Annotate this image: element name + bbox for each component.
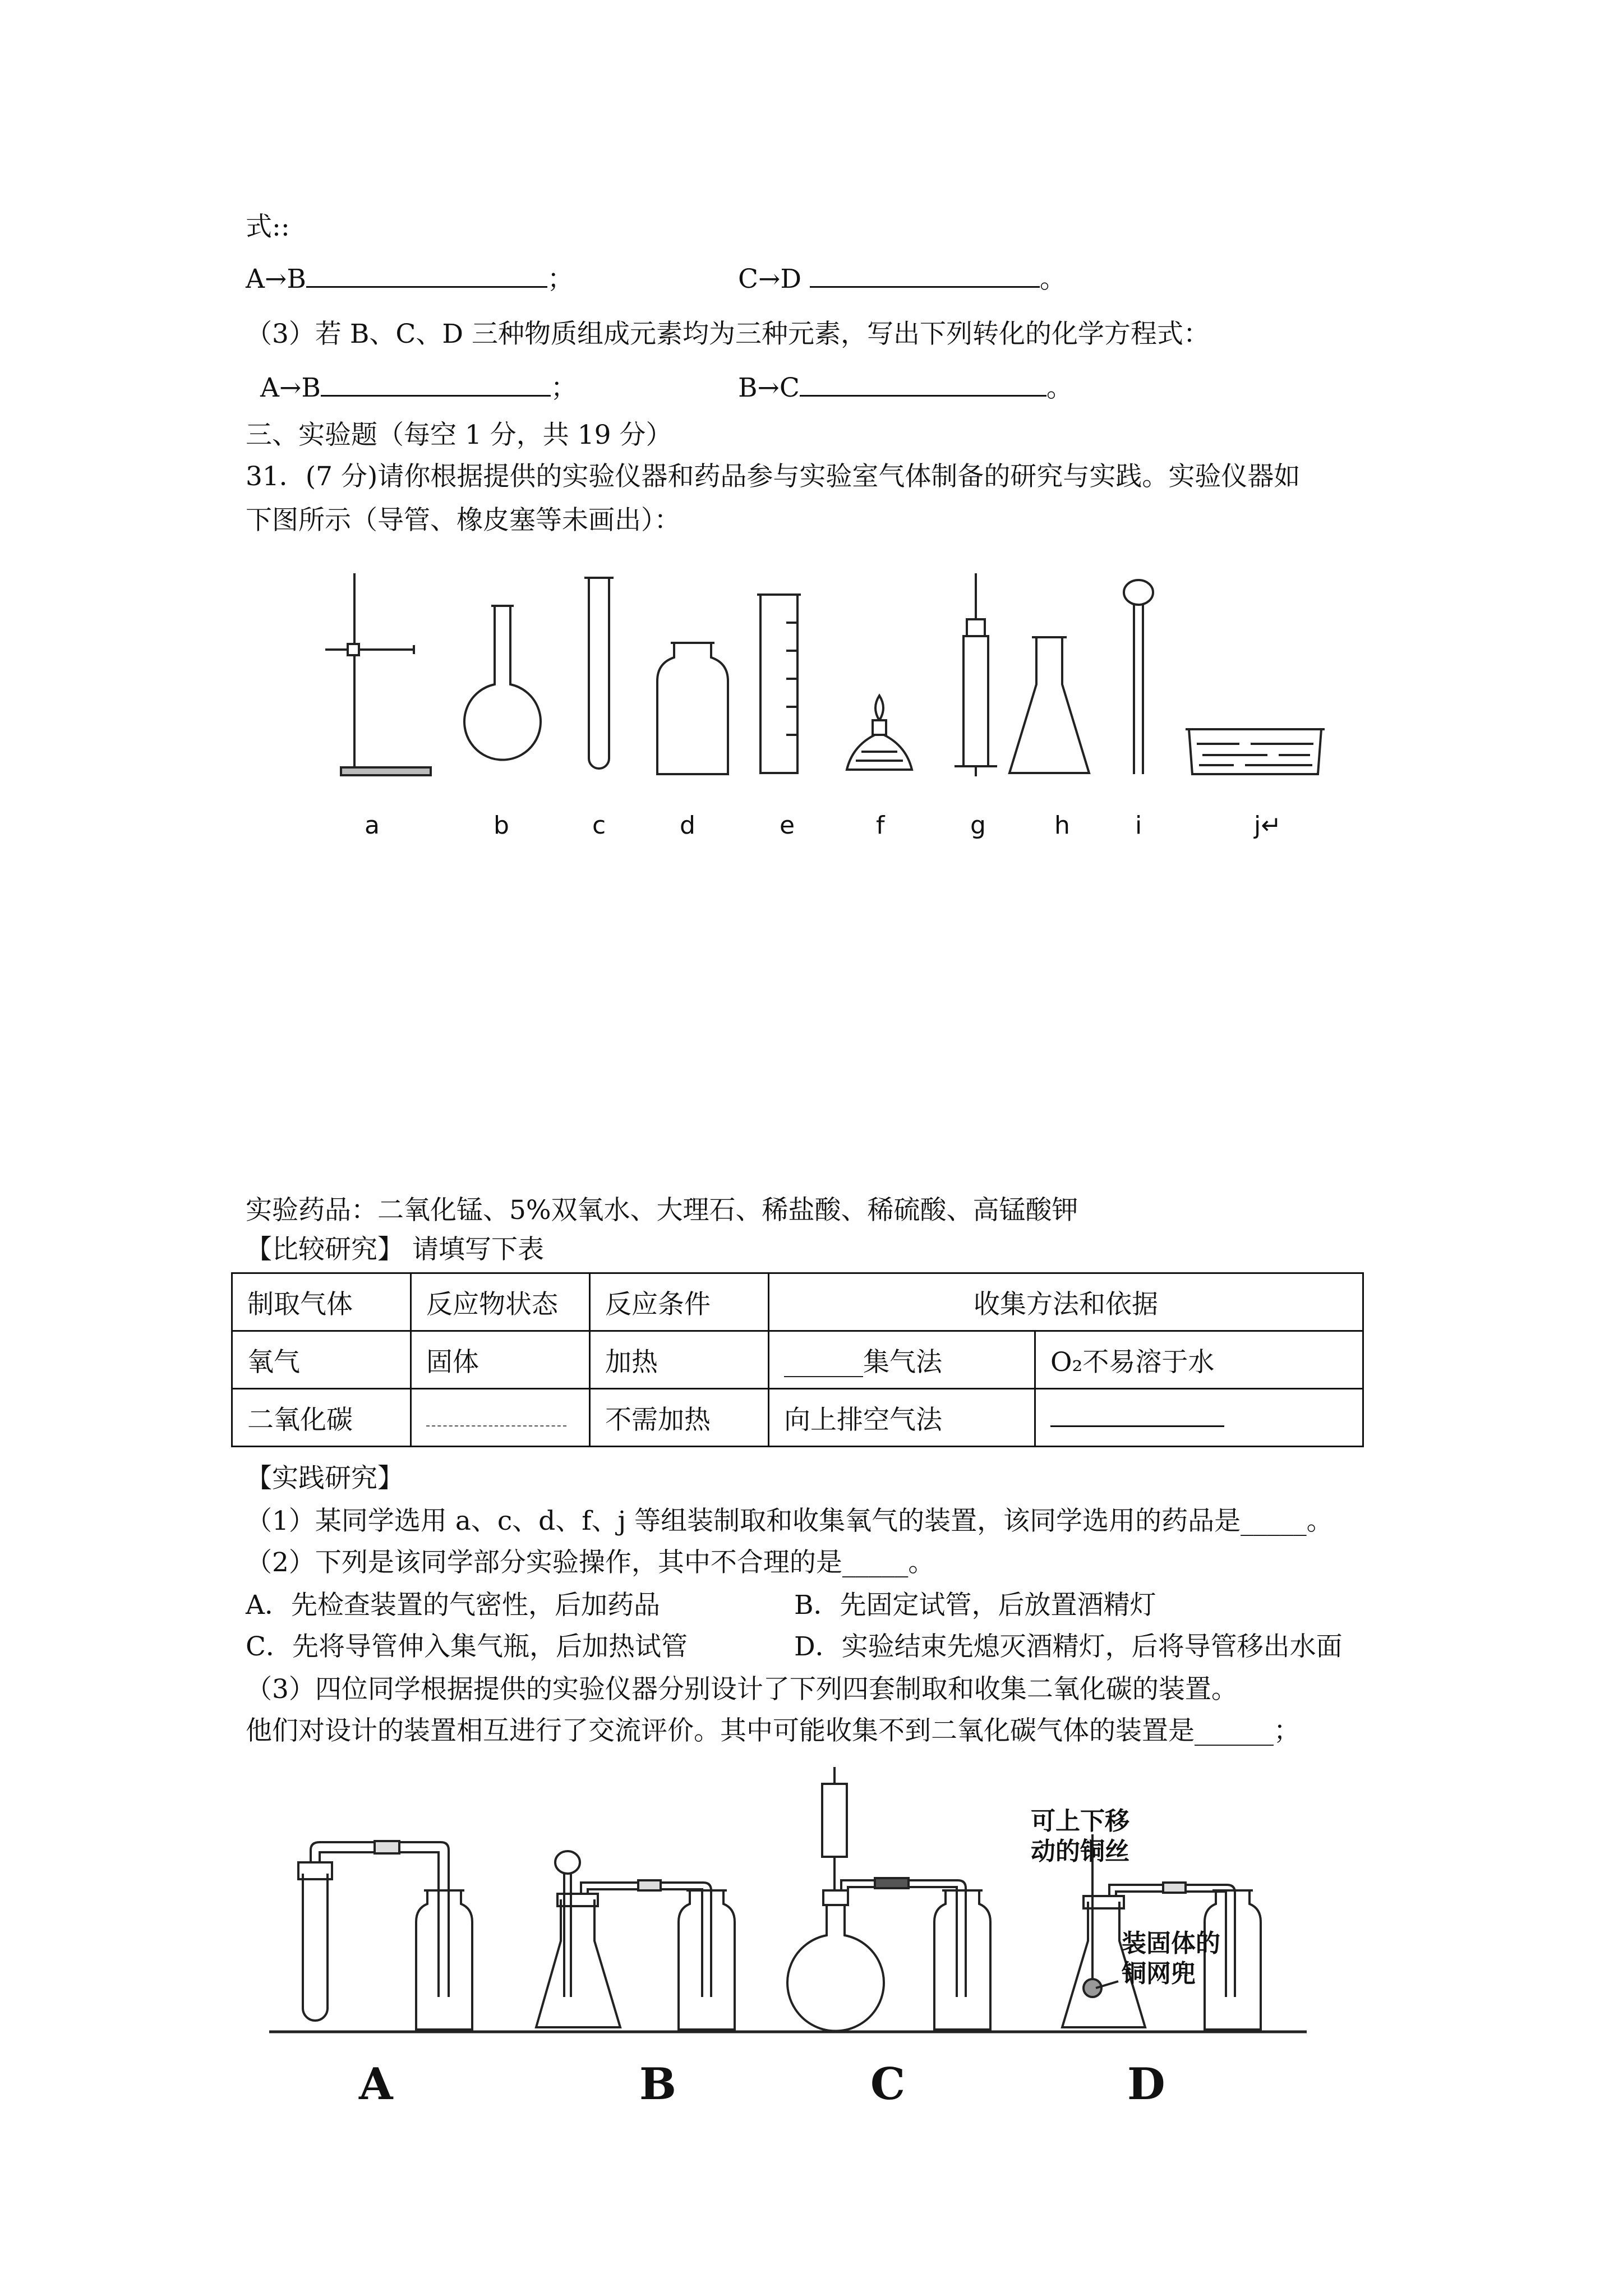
- setup-label-b: B: [639, 2059, 676, 2110]
- graduated-cylinder-icon: [757, 595, 801, 773]
- header-cell: 反应条件: [590, 1273, 769, 1331]
- comparison-table: [231, 1272, 1364, 1447]
- answer-blank[interactable]: [426, 1402, 566, 1427]
- table-cell: 向上排空气法: [769, 1389, 1035, 1447]
- long-neck-funnel-icon: [1124, 580, 1153, 774]
- practice-q3a: （3）四位同学根据提供的实验仪器分别设计了下列四套制取和收集二氧化碳的装置。: [246, 1674, 1238, 1705]
- table-row: [232, 1331, 1363, 1389]
- option-a[interactable]: A．先检查装置的气密性，后加药品: [246, 1590, 660, 1621]
- label-b: b: [494, 811, 509, 840]
- syringe-icon: [955, 573, 997, 776]
- answer-blank[interactable]: [321, 371, 551, 397]
- q30-part3: （3）若 B、C、D 三种物质组成元素均为三种元素，写出下列转化的化学方程式：: [246, 319, 1210, 349]
- q30-row2-right: C→D 。: [738, 264, 1066, 295]
- option-d[interactable]: D．实验结束先熄灭酒精灯，后将导管移出水面: [794, 1631, 1343, 1662]
- answer-blank[interactable]: [810, 263, 1040, 288]
- alcohol-lamp-icon: [847, 696, 912, 770]
- setup-label-c: C: [870, 2059, 906, 2110]
- q30-row4-right: B→C 。: [738, 372, 1073, 403]
- answer-blank[interactable]: [306, 263, 547, 288]
- q31-intro-2: 下图所示（导管、橡皮塞等未画出）：: [246, 505, 681, 536]
- option-b[interactable]: B．先固定试管，后放置酒精灯: [794, 1590, 1156, 1621]
- practice-q1: （1）某同学选用 a、c、d、f、j 等组装制取和收集氧气的装置，该同学选用的药品是_____。: [246, 1506, 1333, 1536]
- label-i: i: [1135, 811, 1142, 840]
- round-bottom-flask-icon: [464, 606, 541, 760]
- iron-stand-icon: [325, 573, 431, 775]
- q31-intro-1: 31．(7 分)请你根据提供的实验仪器和药品参与实验室气体制备的研究与实践。实验仪器如: [246, 461, 1301, 492]
- apparatus-figure: [314, 561, 1357, 819]
- label-g: g: [970, 811, 986, 840]
- label-c: c: [592, 811, 606, 840]
- drug-list: 实验药品：二氧化锰、5%双氧水、大理石、稀盐酸、稀硫酸、高锰酸钾: [246, 1195, 1078, 1226]
- setup-label-a: A: [359, 2059, 393, 2110]
- table-cell: 加热: [590, 1331, 769, 1389]
- label-h: h: [1054, 811, 1070, 840]
- copper-net-note: 装固体的 铜网兜: [1122, 1929, 1220, 1988]
- label-j: j↵: [1254, 811, 1282, 840]
- table-cell: 不需加热: [590, 1389, 769, 1447]
- test-tube-icon: [584, 578, 614, 769]
- co2-setups-figure: [264, 1761, 1318, 2053]
- table-cell: O₂不易溶于水: [1035, 1331, 1363, 1389]
- setup-a-diagram: [298, 1841, 472, 2030]
- header-cell: 制取气体: [232, 1273, 411, 1331]
- practice-q3b: 他们对设计的装置相互进行了交流评价。其中可能收集不到二氧化碳气体的装置是______；: [246, 1715, 1300, 1746]
- q30-row4-left: A→B ；: [260, 372, 577, 403]
- conical-flask-icon: [1009, 637, 1089, 773]
- label-e: e: [780, 811, 795, 840]
- header-cell: 反应物状态: [411, 1273, 590, 1331]
- label-d: d: [680, 811, 695, 840]
- gas-jar-icon: [657, 643, 728, 774]
- setup-label-d: D: [1127, 2059, 1165, 2110]
- section-heading: 三、实验题（每空 1 分，共 19 分）: [246, 420, 672, 450]
- setup-c-diagram: [787, 1767, 990, 2031]
- copper-wire-note: 可上下移 动的铜丝: [1031, 1807, 1129, 1866]
- option-c[interactable]: C．先将导管伸入集气瓶，后加热试管: [246, 1631, 688, 1662]
- answer-blank[interactable]: [1050, 1402, 1224, 1427]
- practice-title: 【实践研究】: [246, 1463, 404, 1494]
- q30-row2-left: A→B ；: [246, 264, 574, 295]
- label-f: f: [876, 811, 885, 840]
- table-row: [232, 1389, 1363, 1447]
- q30-line1: 式::: [246, 211, 290, 242]
- answer-cell[interactable]: ______集气法: [769, 1331, 1035, 1389]
- header-cell: 收集方法和依据: [769, 1273, 1363, 1331]
- answer-cell[interactable]: [1035, 1389, 1363, 1447]
- water-trough-icon: [1186, 729, 1325, 774]
- table-cell: 二氧化碳: [232, 1389, 411, 1447]
- answer-cell[interactable]: [411, 1389, 590, 1447]
- setup-b-diagram: [536, 1851, 735, 2030]
- label-a: a: [365, 811, 380, 840]
- answer-blank[interactable]: [800, 371, 1046, 397]
- practice-q2: （2）下列是该同学部分实验操作，其中不合理的是_____。: [246, 1547, 935, 1578]
- table-cell: 固体: [411, 1331, 590, 1389]
- table-cell: 氧气: [232, 1331, 411, 1389]
- table-header-row: [232, 1273, 1363, 1331]
- compare-title: 【比较研究】 请填写下表: [246, 1234, 544, 1265]
